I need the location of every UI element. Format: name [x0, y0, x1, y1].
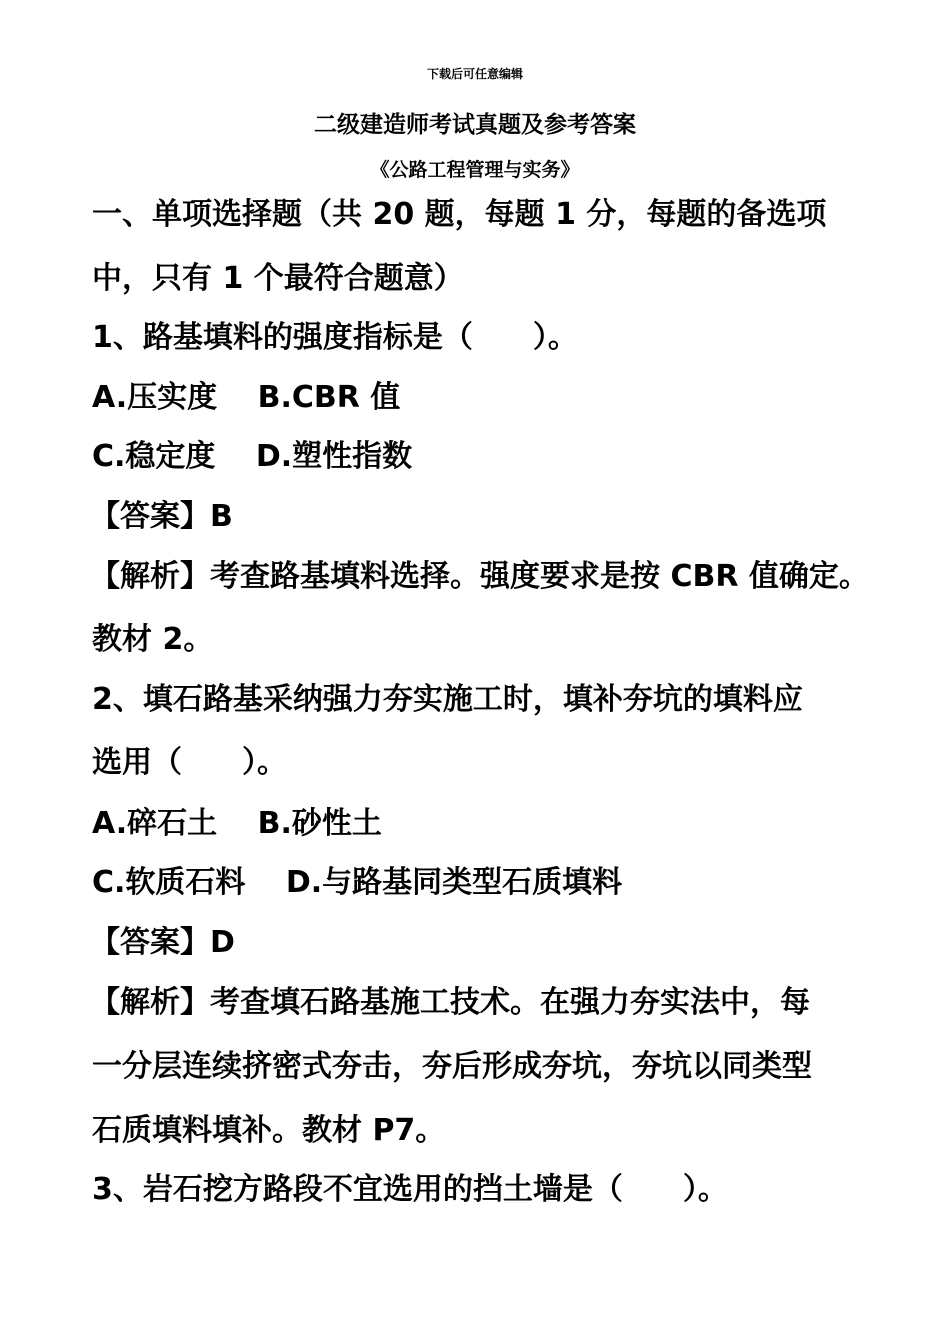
question-1-analysis-line-1: 【解析】考查路基填料选择。强度要求是按 CBR 值确定。	[90, 559, 869, 594]
question-2-options-ab: A.碎石土 B.砂性土	[92, 806, 382, 841]
question-2-line-1: 2、填石路基采纳强力夯实施工时，填补夯坑的填料应	[92, 682, 803, 717]
header-note: 下载后可任意编辑	[426, 67, 523, 81]
question-1-analysis-line-2: 教材 2。	[92, 622, 214, 657]
document-subtitle: 《公路工程管理与实务》	[370, 159, 580, 181]
section-heading-line-1: 一、单项选择题（共 20 题，每题 1 分，每题的备选项	[92, 197, 827, 232]
question-2-analysis-line-2: 一分层连续挤密式夯击，夯后形成夯坑，夯坑以同类型	[92, 1049, 812, 1084]
question-2-line-2: 选用（ ）。	[92, 745, 287, 780]
question-3: 3、岩石挖方路段不宜选用的挡土墙是（ ）。	[92, 1172, 728, 1207]
question-1-options-cd: C.稳定度 D.塑性指数	[92, 439, 413, 474]
question-1-answer: 【答案】B	[90, 499, 233, 534]
question-1-options-ab: A.压实度 B.CBR 值	[92, 380, 401, 415]
question-2-answer: 【答案】D	[90, 925, 235, 960]
question-2-options-cd: C.软质石料 D.与路基同类型石质填料	[92, 865, 623, 900]
document-title: 二级建造师考试真题及参考答案	[314, 112, 636, 138]
question-1: 1、路基填料的强度指标是（ ）。	[92, 320, 578, 355]
section-heading-line-2: 中，只有 1 个最符合题意）	[92, 261, 464, 296]
question-2-analysis-line-1: 【解析】考查填石路基施工技术。在强力夯实法中，每	[90, 985, 810, 1020]
question-2-analysis-line-3: 石质填料填补。教材 P7。	[92, 1113, 446, 1148]
